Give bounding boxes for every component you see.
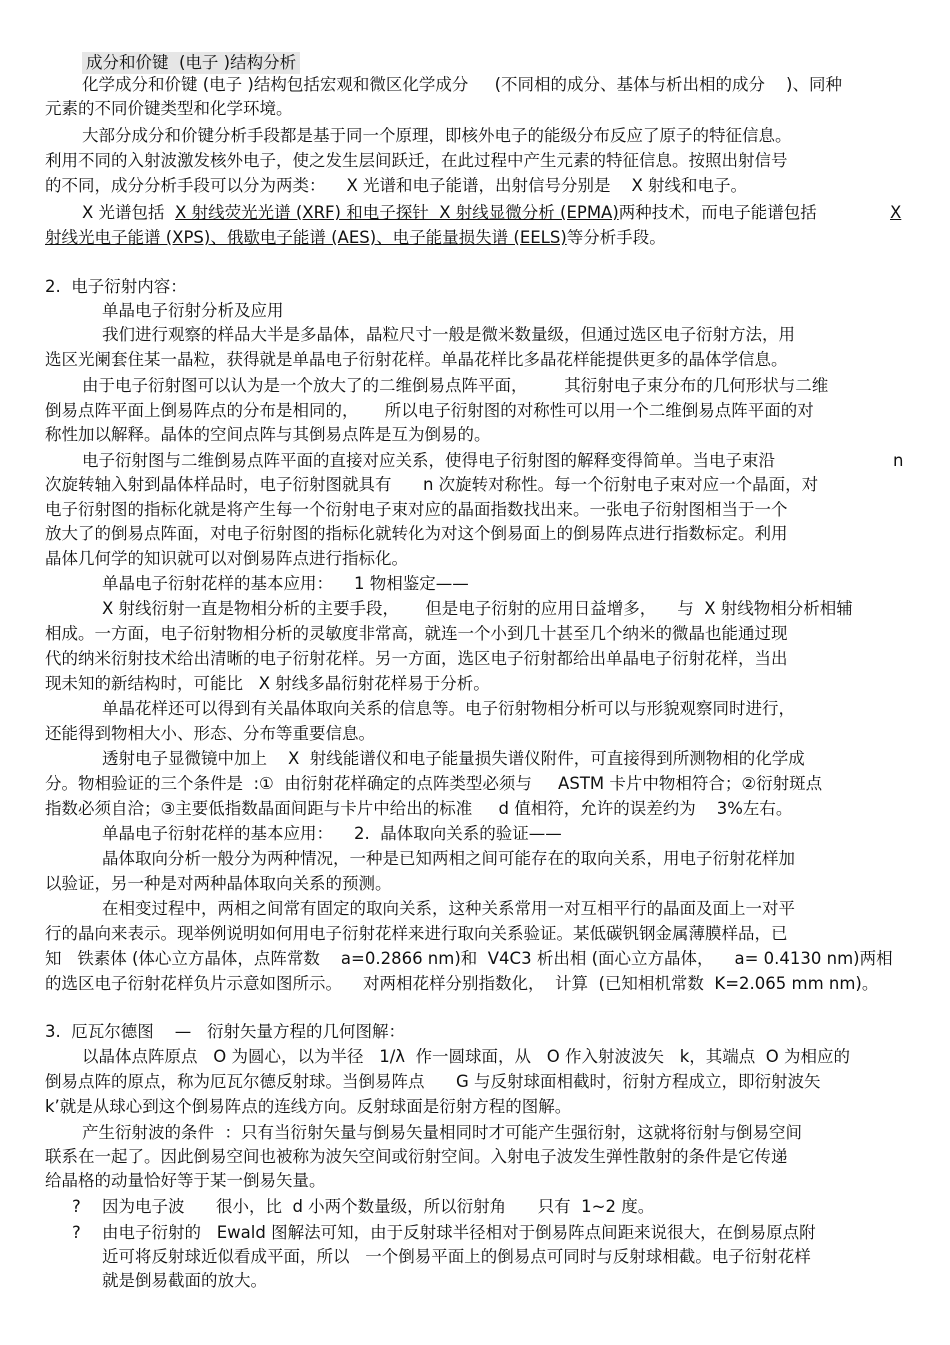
paragraph-line <box>45 227 666 249</box>
paragraph-line: 晶体取向分析一般分为两种情况，一种是已知两相之间可能存在的取向关系，用电子衍射花样加 <box>102 849 795 868</box>
paragraph-line: 还能得到物相大小、形态、分布等重要信息。 <box>45 724 375 743</box>
paragraph-line: 在相变过程中，两相之间常有固定的取向关系，这种关系常用一对互相平行的晶面及面上一对平 <box>102 899 795 918</box>
paragraph-line: 现未知的新结构时，可能比 X 射线多晶衍射花样易于分析。 <box>45 674 490 693</box>
list-item-continuation: 就是倒易截面的放大。 <box>102 1271 267 1290</box>
paragraph-line <box>82 202 827 224</box>
paragraph-line: 元素的不同价键类型和化学环境。 <box>45 99 293 118</box>
paragraph-line: 单晶花样还可以得到有关晶体取向关系的信息等。电子衍射物相分析可以与形貌观察同时进行， <box>102 699 795 718</box>
paragraph-line: k’就是从球心到这个倒易阵点的连线方向。反射球面是衍射方程的图解。 <box>45 1097 572 1116</box>
paragraph-line: 我们进行观察的样品大半是多晶体，晶粒尺寸一般是微米数量级，但通过选区电子衍射方法，用 <box>102 325 795 344</box>
list-item: 由电子衍射的 Ewald 图解法可知，由于反射球半径相对于倒易阵点间距来说很大，在倒易原点附 <box>102 1223 816 1242</box>
paragraph-line: 代的纳米衍射技术给出清晰的电子衍射花样。另一方面，选区电子衍射都给出单晶电子衍射花样，当出 <box>45 649 788 668</box>
paragraph-line: 联系在一起了。因此倒易空间也被称为波矢空间或衍射空间。入射电子波发生弹性散射的条件是它传递 <box>45 1147 788 1166</box>
paragraph-line: 倒易点阵的原点，称为厄瓦尔德反射球。当倒易阵点 G 与反射球面相截时，衍射方程成立，即衍射波矢 <box>45 1072 821 1091</box>
paragraph-line: 电子衍射图与二维倒易点阵平面的直接对应关系，使得电子衍射图的解释变得简单。当电子束沿 <box>82 451 775 470</box>
paragraph-line: 大部分成分和价键分析手段都是基于同一个原理，即核外电子的能级分布反应了原子的特征信息。 <box>82 126 792 145</box>
paragraph-line: 选区光阑套住某一晶粒，获得就是单晶电子衍射花样。单晶花样比多晶花样能提供更多的晶体学信息。 <box>45 350 788 369</box>
list-item: 因为电子波 很小，比 d 小两个数量级，所以衍射角 只有 1~2 度。 <box>102 1197 655 1216</box>
section-heading-electron-diffraction: 2. 电子衍射内容： <box>45 277 187 296</box>
paragraph-line: 次旋转轴入射到晶体样品时，电子衍射图就具有 n 次旋转对称性。每一个衍射电子束对应一个晶面，对 <box>45 475 819 494</box>
paragraph-line: n <box>893 451 904 470</box>
underlined-term: X 射线荧光光谱 (XRF) 和电子探针 X 射线显微分析 (EPMA) <box>175 203 619 222</box>
paragraph-line: 指数必须自洽；③主要低指数晶面间距与卡片中给出的标准 d 值相符，允许的误差约为 3%左右。 <box>45 799 793 818</box>
paragraph-line: 的不同，成分分析手段可以分为两类： X 光谱和电子能谱，出射信号分别是 X 射线和电子。 <box>45 176 748 195</box>
paragraph-line: 行的晶向来表示。现举例说明如何用电子衍射花样来进行取向关系验证。某低碳钒钢金属薄膜样品，已 <box>45 924 788 943</box>
paragraph-line: 称性加以解释。晶体的空间点阵与其倒易点阵是互为倒易的。 <box>45 425 491 444</box>
paragraph-line: 知 铁素体 (体心立方晶体，点阵常数 a=0.2866 nm)和 V4C3 析出相 (面心立方晶体， a= 0.4130 nm)两相 <box>45 949 893 968</box>
paragraph-line: 产生衍射波的条件 ：只有当衍射矢量与倒易矢量相同时才可能产生强衍射，这就将衍射与倒易空间 <box>82 1123 802 1142</box>
list-bullet: ? <box>72 1197 81 1216</box>
paragraph-line: 化学成分和价键 (电子 )结构包括宏观和微区化学成分 (不同相的成分、基体与析出相的成分 )、同种 <box>82 75 842 94</box>
subheading: 单晶电子衍射分析及应用 <box>102 301 284 320</box>
paragraph-line: 以晶体点阵原点 O 为圆心，以为半径 1/λ 作一圆球面，从 O 作入射波波矢 k，其端点 O 为相应的 <box>82 1047 850 1066</box>
text-run: 两种技术，而电子能谱包括 <box>618 203 828 222</box>
paragraph-line: 以验证，另一种是对两种晶体取向关系的预测。 <box>45 874 392 893</box>
paragraph-line: 电子衍射图的指标化就是将产生每一个衍射电子束对应的晶面指数找出来。一张电子衍射图相当于一个 <box>45 500 788 519</box>
paragraph-line: 利用不同的入射波激发核外电子，使之发生层间跃迁，在此过程中产生元素的特征信息。按照出射信号 <box>45 151 788 170</box>
text-run: X 光谱包括 <box>82 203 176 222</box>
list-item-continuation: 近可将反射球近似看成平面，所以 一个倒易平面上的倒易点可同时与反射球相截。电子衍射花样 <box>102 1247 811 1266</box>
subheading: 单晶电子衍射花样的基本应用： 1 物相鉴定—— <box>102 574 469 593</box>
paragraph-line: 给晶格的动量恰好等于某一倒易矢量。 <box>45 1171 326 1190</box>
paragraph-line: 透射电子显微镜中加上 X 射线能谱仪和电子能量损失谱仪附件，可直接得到所测物相的化学成 <box>102 749 805 768</box>
list-bullet: ? <box>72 1223 81 1242</box>
underlined-term: 射线光电子能谱 (XPS)、俄歇电子能谱 (AES)、电子能量损失谱 (EELS) <box>45 228 567 247</box>
section-heading-composition: 成分和价键 (电子 )结构分析 <box>82 52 300 74</box>
text-run: 等分析手段。 <box>566 228 666 247</box>
paragraph-line: 倒易点阵平面上倒易阵点的分布是相同的， 所以电子衍射图的对称性可以用一个二维倒易点阵平面的对 <box>45 401 814 420</box>
paragraph-line: 放大了的倒易点阵面，对电子衍射图的指标化就转化为对这个倒易面上的倒易阵点进行指数标定。利用 <box>45 524 788 543</box>
paragraph-line: 分。物相验证的三个条件是 :① 由衍射花样确定的点阵类型必须与 ASTM 卡片中物相符合；②衍射斑点 <box>45 774 823 793</box>
paragraph-line: 由于电子衍射图可以认为是一个放大了的二维倒易点阵平面， 其衍射电子束分布的几何形状与二维 <box>82 376 829 395</box>
underlined-term: X <box>890 203 902 222</box>
subheading: 单晶电子衍射花样的基本应用： 2. 晶体取向关系的验证—— <box>102 824 562 843</box>
paragraph-line: X 射线衍射一直是物相分析的主要手段， 但是电子衍射的应用日益增多， 与 X 射线物相分析相辅 <box>102 599 853 618</box>
section-heading-ewald: 3. 厄瓦尔德图 — 衍射矢量方程的几何图解： <box>45 1022 405 1041</box>
paragraph-line: 晶体几何学的知识就可以对倒易阵点进行指标化。 <box>45 549 408 568</box>
paragraph-line: 相成。一方面，电子衍射物相分析的灵敏度非常高，就连一个小到几十甚至几个纳米的微晶也能通过现 <box>45 624 788 643</box>
paragraph-line: 的选区电子衍射花样负片示意如图所示。 对两相花样分别指数化， 计算 (已知相机常数 K=2.065 mm nm)。 <box>45 974 879 993</box>
